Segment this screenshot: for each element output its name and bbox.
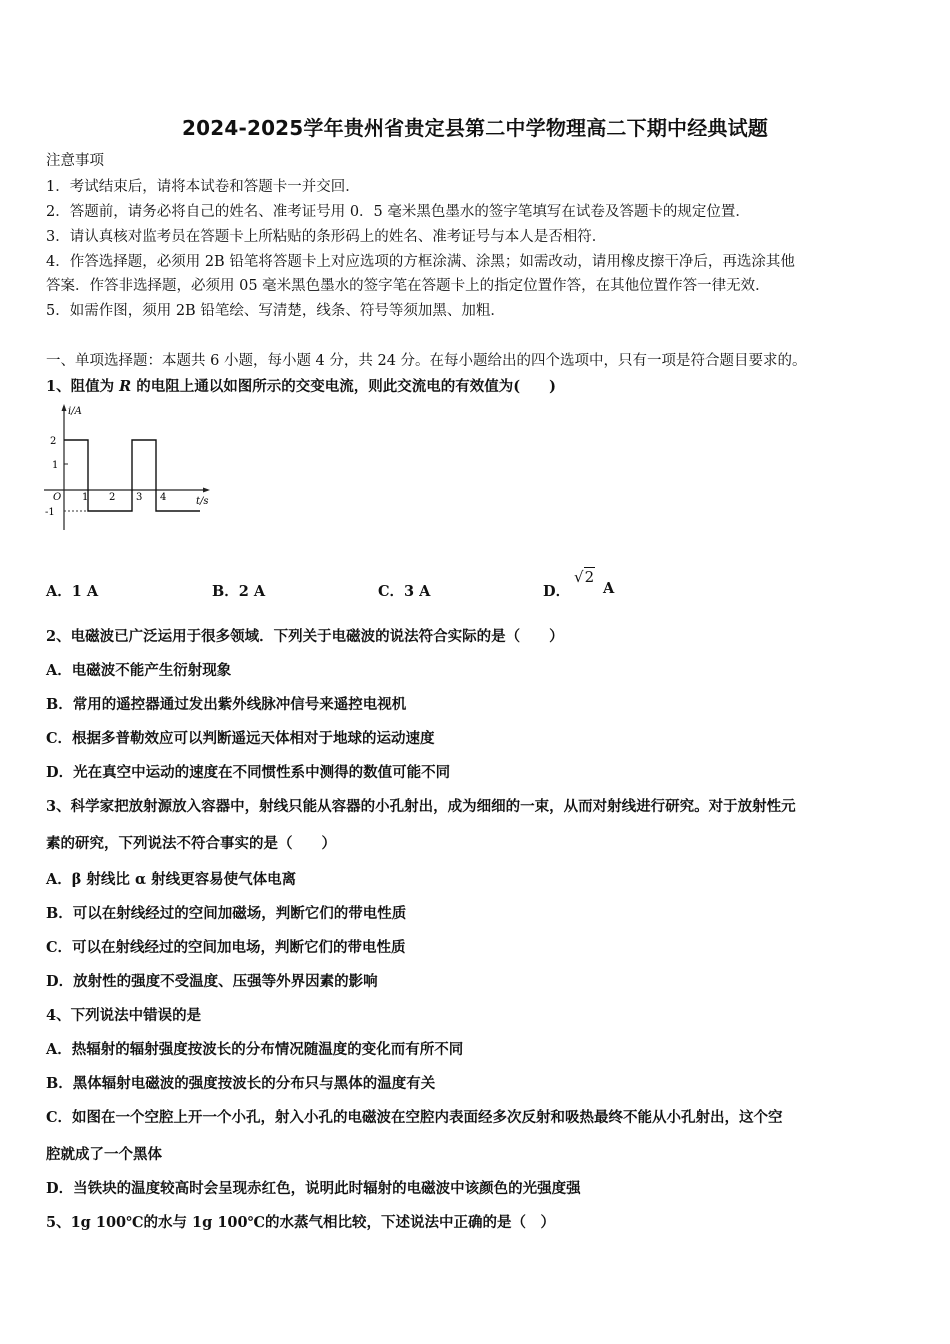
- sqrt-sign: √: [574, 568, 584, 586]
- q4-option[interactable]: A．热辐射的辐射强度按波长的分布情况随温度的变化而有所不同: [46, 1041, 464, 1058]
- q4-option[interactable]: D．当铁块的温度较高时会呈现赤红色，说明此时辐射的电磁波中该颜色的光强度强: [46, 1180, 581, 1197]
- q3-option[interactable]: D．放射性的强度不受温度、压强等外界因素的影响: [46, 973, 378, 990]
- y-axis-label: i/A: [68, 406, 82, 417]
- q2-option[interactable]: A．电磁波不能产生衍射现象: [46, 662, 232, 679]
- y-axis-arrow: [62, 404, 67, 411]
- notice-item: 5．如需作图，须用 2B 铅笔绘、写清楚，线条、符号等须加黑、加粗．: [46, 303, 505, 319]
- q1-option-a[interactable]: A．1 A: [46, 583, 99, 600]
- x-axis-arrow: [203, 488, 210, 493]
- section-heading: 一、单项选择题：本题共 6 小题，每小题 4 分，共 24 分。在每小题给出的四个选项中，只有一项是符合题目要求的。: [46, 353, 807, 369]
- q3-option[interactable]: C．可以在射线经过的空间加电场，判断它们的带电性质: [46, 939, 406, 956]
- q2-option[interactable]: C．根据多普勒效应可以判断遥远天体相对于地球的运动速度: [46, 730, 435, 747]
- current-time-graph: [40, 402, 225, 537]
- x-tick-label: 1: [82, 492, 89, 503]
- question-4-stem: 4、下列说法中错误的是: [46, 1007, 202, 1024]
- y-tick-label: 2: [50, 436, 57, 447]
- q1-option-d-sqrt: [574, 568, 595, 586]
- q1-option-d-radicand: 2: [584, 568, 595, 586]
- q4-option-cont: 腔就成了一个黑体: [46, 1146, 162, 1163]
- notice-item: 2．答题前，请务必将自己的姓名、准考证号用 0．5 毫米黑色墨水的签字笔填写在试卷及答题卡的规定位置．: [46, 204, 750, 220]
- q1-stem-prefix: 1、阻值为: [46, 378, 120, 395]
- notice-item: 4．作答选择题，必须用 2B 铅笔将答题卡上对应选项的方框涂满、涂黑；如需改动，请用橡皮擦干净后，再选涂其他: [46, 254, 795, 270]
- y-tick-label: -1: [45, 507, 55, 518]
- notice-item: 3．请认真核对监考员在答题卡上所粘贴的条形码上的姓名、准考证号与本人是否相符．: [46, 229, 607, 245]
- q2-option[interactable]: D．光在真空中运动的速度在不同惯性系中测得的数值可能不同: [46, 764, 451, 781]
- origin-label: O: [53, 492, 62, 503]
- q4-option[interactable]: B．黑体辐射电磁波的强度按波长的分布只与黑体的温度有关: [46, 1075, 436, 1092]
- q1-option-c[interactable]: C．3 A: [378, 583, 431, 600]
- x-tick-label: 4: [160, 492, 167, 503]
- q1-option-b[interactable]: B．2 A: [212, 583, 266, 600]
- q1-option-d[interactable]: D．: [543, 583, 571, 600]
- q2-option[interactable]: B．常用的遥控器通过发出紫外线脉冲信号来遥控电视机: [46, 696, 407, 713]
- question-3-stem: 3、科学家把放射源放入容器中，射线只能从容器的小孔射出，成为细细的一束，从而对射线进行研究。对于放射性元: [46, 798, 796, 815]
- q3-option[interactable]: A．β 射线比 α 射线更容易使气体电离: [46, 871, 297, 888]
- x-axis-label: t/s: [196, 496, 209, 507]
- question-2-stem: 2、电磁波已广泛运用于很多领域．下列关于电磁波的说法符合实际的是（ ）: [46, 628, 564, 645]
- question-5-stem: 5、1g 100℃的水与 1g 100℃的水蒸气相比较，下述说法中正确的是（ ）: [46, 1214, 555, 1231]
- y-tick-label: 1: [52, 460, 59, 471]
- notice-item: 1．考试结束后，请将本试卷和答题卡一并交回．: [46, 179, 360, 195]
- x-tick-label: 2: [109, 492, 116, 503]
- question-3-stem-cont: 素的研究，下列说法不符合事实的是（ ）: [46, 835, 336, 852]
- q1-option-d-unit: A: [603, 580, 615, 597]
- q3-option[interactable]: B．可以在射线经过的空间加磁场，判断它们的带电性质: [46, 905, 407, 922]
- q4-option[interactable]: C．如图在一个空腔上开一个小孔，射入小孔的电磁波在空腔内表面经多次反射和吸热最终不能从小孔射出，这个空: [46, 1109, 783, 1126]
- notice-item: 答案．作答非选择题，必须用 05 毫米黑色墨水的签字笔在答题卡上的指定位置作答，在其他位置作答一律无效．: [46, 278, 770, 294]
- q1-stem-var: R: [119, 378, 132, 395]
- notice-heading: 注意事项: [46, 153, 104, 169]
- x-tick-label: 3: [136, 492, 143, 503]
- q1-stem-suffix: 的电阻上通以如图所示的交变电流，则此交流电的有效值为( ): [131, 378, 556, 395]
- page-title: 2024-2025学年贵州省贵定县第二中学物理高二下期中经典试题: [181, 116, 769, 140]
- question-1-stem: [46, 377, 556, 397]
